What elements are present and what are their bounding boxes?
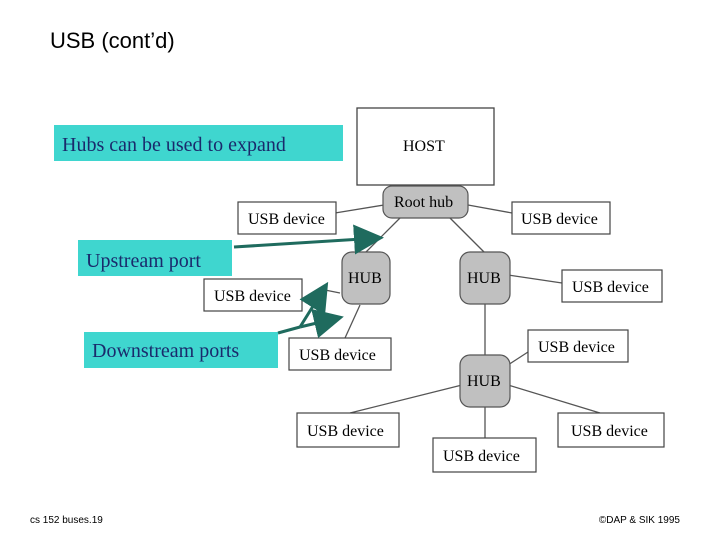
usb-device-label: USB device	[521, 211, 598, 228]
callout-downstream-text: Downstream ports	[92, 340, 240, 362]
usb-device-node	[238, 202, 336, 234]
usb-device-node	[562, 270, 662, 302]
hub-label: HUB	[348, 270, 382, 287]
host-node	[357, 108, 494, 185]
hub-label: HUB	[467, 373, 501, 390]
usb-device-node	[289, 338, 391, 370]
root-hub-node	[383, 186, 468, 218]
callout-upstream-text: Upstream port	[86, 250, 201, 272]
usb-device-label: USB device	[538, 339, 615, 356]
hub-label: HUB	[467, 270, 501, 287]
usb-device-node	[433, 438, 536, 472]
usb-device-node	[297, 413, 399, 447]
usb-device-label: USB device	[299, 347, 376, 364]
usb-device-label: USB device	[307, 423, 384, 440]
hub-node-left	[342, 252, 390, 304]
slide-title: USB (cont’d)	[50, 28, 175, 53]
hub-node-lower	[460, 355, 510, 407]
usb-device-node	[558, 413, 664, 447]
footer-copyright: ©DAP & SIK 1995	[598, 515, 680, 526]
callout-expand	[54, 125, 343, 161]
host-label: HOST	[403, 138, 445, 155]
root-hub-label: Root hub	[394, 194, 454, 211]
upstream-arrow	[234, 238, 378, 247]
callout-expand-text: Hubs can be used to expand	[62, 134, 286, 156]
downstream-arrow-1	[278, 327, 300, 333]
usb-device-node	[528, 330, 628, 362]
usb-device-node	[512, 202, 610, 234]
usb-device-label: USB device	[214, 288, 291, 305]
usb-device-label: USB device	[572, 279, 649, 296]
usb-device-label: USB device	[248, 211, 325, 228]
callout-downstream	[84, 332, 278, 368]
footer-course-ref: cs 152 buses.19	[30, 515, 103, 526]
usb-device-label: USB device	[443, 448, 520, 465]
usb-device-node	[204, 279, 302, 311]
callout-upstream	[78, 240, 232, 276]
usb-device-label: USB device	[571, 423, 648, 440]
hub-node-right	[460, 252, 510, 304]
